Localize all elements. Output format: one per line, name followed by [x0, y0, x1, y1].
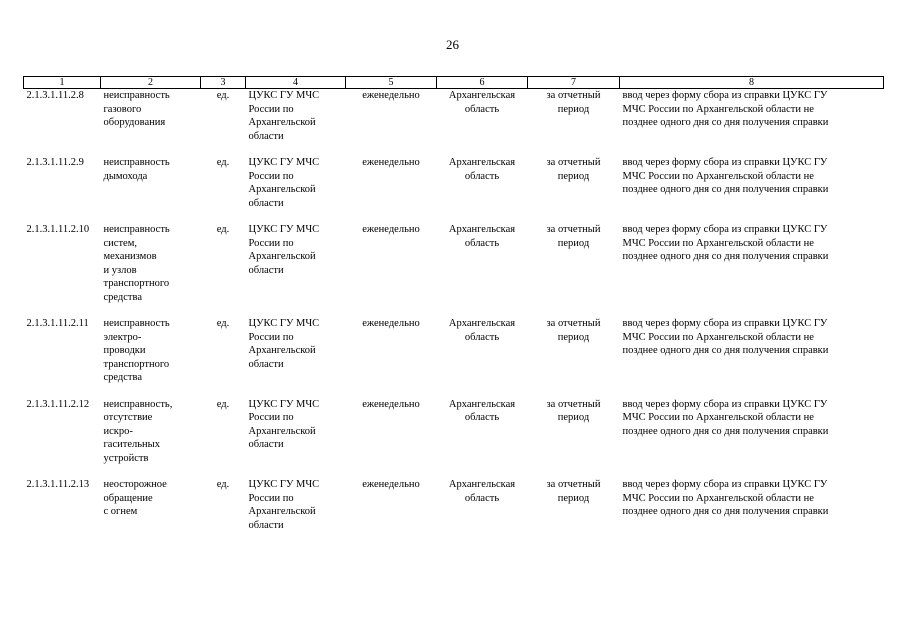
data-source-line: ЦУКС ГУ МЧС — [248, 157, 320, 168]
input-method-line: ввод через форму сбора из справки ЦУКС ГУ — [622, 90, 828, 101]
input-method-line: позднее одного дня со дня получения справки — [622, 345, 829, 356]
column-header-7: 7 — [528, 77, 620, 89]
column-header-2: 2 — [101, 77, 201, 89]
territory-cell — [437, 317, 528, 398]
reporting-term-cell — [528, 317, 620, 398]
territory-line: область — [464, 170, 500, 182]
indicator-name-line: оборудования — [103, 117, 166, 128]
indicator-name-cell — [101, 223, 201, 317]
input-method-cell — [620, 89, 884, 157]
input-method-cell — [620, 478, 884, 545]
periodicity: еженедельно — [362, 479, 420, 490]
table-row — [24, 478, 884, 545]
indicator-name-cell — [101, 89, 201, 157]
table-row — [24, 156, 884, 223]
reporting-term-line: период — [557, 237, 590, 249]
input-method-line: МЧС России по Архангельской области не — [622, 170, 814, 182]
indicator-name-line: транспортного — [103, 278, 170, 289]
data-source-line: ЦУКС ГУ МЧС — [248, 479, 320, 490]
data-source-line: Архангельской — [248, 345, 316, 356]
input-method-line: МЧС России по Архангельской области не — [622, 237, 814, 249]
reporting-term-line: период — [557, 170, 590, 182]
input-method-line: МЧС России по Архангельской области не — [622, 331, 814, 343]
periodicity-cell — [346, 398, 437, 479]
column-header-1: 1 — [24, 77, 101, 89]
territory-line: область — [464, 492, 500, 504]
indicator-name-line: обращение — [103, 492, 153, 504]
table-body — [24, 89, 884, 546]
column-header-5: 5 — [346, 77, 437, 89]
data-source-line: области — [248, 439, 284, 450]
data-source-line: области — [248, 130, 284, 142]
table-row — [24, 223, 884, 317]
periodicity-cell — [346, 317, 437, 398]
indicator-name-line: искро- — [103, 425, 133, 437]
unit-of-measure-cell — [201, 89, 246, 157]
data-source-cell — [246, 156, 346, 223]
indicator-name-cell — [101, 156, 201, 223]
indicator-code-cell — [24, 398, 101, 479]
reporting-term-line: период — [557, 412, 590, 423]
reporting-term-cell — [528, 398, 620, 479]
column-header-3: 3 — [201, 77, 246, 89]
indicator-code: 2.1.3.1.11.2.13 — [26, 479, 90, 490]
periodicity-cell — [346, 156, 437, 223]
indicator-code-cell — [24, 223, 101, 317]
indicator-code-cell — [24, 156, 101, 223]
unit-of-measure-cell — [201, 317, 246, 398]
indicator-code: 2.1.3.1.11.2.12 — [26, 398, 90, 410]
data-source-cell — [246, 317, 346, 398]
unit-of-measure: ед. — [216, 398, 230, 410]
input-method-cell — [620, 223, 884, 317]
indicator-name-line: транспортного — [103, 358, 170, 370]
reporting-term-cell — [528, 89, 620, 157]
data-source-line: области — [248, 519, 284, 531]
unit-of-measure: ед. — [216, 90, 230, 101]
input-method-line: МЧС России по Архангельской области не — [622, 412, 814, 423]
territory-line: Архангельская — [448, 479, 516, 490]
page-number: 26 — [446, 37, 459, 52]
periodicity-cell — [346, 478, 437, 545]
reporting-term-line: за отчетный — [546, 90, 601, 101]
unit-of-measure-cell — [201, 398, 246, 479]
data-source-line: Архангельской — [248, 425, 316, 437]
indicator-code: 2.1.3.1.11.2.10 — [26, 224, 90, 235]
periodicity: еженедельно — [362, 224, 420, 235]
input-method-line: позднее одного дня со дня получения справки — [622, 251, 829, 262]
indicator-name-line: электро- — [103, 331, 142, 343]
periodicity: еженедельно — [362, 318, 420, 329]
periodicity-cell — [346, 223, 437, 317]
territory-cell — [437, 89, 528, 157]
reporting-term-line: за отчетный — [546, 318, 601, 329]
data-source-line: России по — [248, 331, 294, 343]
reporting-term-line: период — [557, 492, 590, 504]
indicator-name-cell — [101, 478, 201, 545]
territory-cell — [437, 223, 528, 317]
territory-line: область — [464, 331, 500, 343]
input-method-line: ввод через форму сбора из справки ЦУКС ГУ — [622, 479, 828, 490]
territory-line: область — [464, 103, 500, 115]
column-header-6: 6 — [437, 77, 528, 89]
data-source-line: ЦУКС ГУ МЧС — [248, 398, 320, 410]
reporting-term-line: за отчетный — [546, 479, 601, 490]
indicator-name-line: отсутствие — [103, 412, 153, 423]
data-source-line: России по — [248, 237, 294, 249]
table-row — [24, 398, 884, 479]
data-source-line: области — [248, 264, 284, 276]
periodicity: еженедельно — [362, 157, 420, 168]
indicator-name-line: неисправность — [103, 157, 170, 168]
territory-line: Архангельская — [448, 90, 516, 101]
column-number-header — [24, 77, 884, 89]
indicator-name-line: с огнем — [103, 506, 138, 517]
input-method-line: ввод через форму сбора из справки ЦУКС ГУ — [622, 157, 828, 168]
unit-of-measure: ед. — [216, 224, 230, 235]
reporting-term-line: за отчетный — [546, 398, 601, 410]
indicator-name-line: гасительных — [103, 439, 160, 450]
input-method-line: позднее одного дня со дня получения справки — [622, 117, 829, 128]
periodicity-cell — [346, 89, 437, 157]
territory-cell — [437, 398, 528, 479]
indicator-code: 2.1.3.1.11.2.9 — [26, 157, 84, 168]
data-source-cell — [246, 223, 346, 317]
input-method-line: МЧС России по Архангельской области не — [622, 492, 814, 504]
input-method-cell — [620, 156, 884, 223]
data-source-cell — [246, 89, 346, 157]
data-source-line: ЦУКС ГУ МЧС — [248, 90, 320, 101]
territory-line: область — [464, 412, 500, 423]
data-source-cell — [246, 478, 346, 545]
territory-line: Архангельская — [448, 157, 516, 168]
column-header-4: 4 — [246, 77, 346, 89]
unit-of-measure-cell — [201, 156, 246, 223]
indicator-code: 2.1.3.1.11.2.8 — [26, 90, 84, 101]
indicator-code-cell — [24, 89, 101, 157]
input-method-line: ввод через форму сбора из справки ЦУКС ГУ — [622, 398, 828, 410]
territory-line: Архангельская — [448, 398, 516, 410]
data-source-line: России по — [248, 103, 294, 115]
unit-of-measure: ед. — [216, 318, 230, 329]
input-method-line: позднее одного дня со дня получения справки — [622, 184, 829, 195]
table-row — [24, 317, 884, 398]
unit-of-measure-cell — [201, 223, 246, 317]
indicator-code-cell — [24, 317, 101, 398]
data-source-cell — [246, 398, 346, 479]
indicator-name-cell — [101, 398, 201, 479]
indicator-name-cell — [101, 317, 201, 398]
indicator-name-line: неисправность — [103, 318, 170, 329]
indicators-table — [23, 76, 884, 545]
input-method-cell — [620, 317, 884, 398]
indicator-name-line: неисправность — [103, 224, 170, 235]
data-source-line: ЦУКС ГУ МЧС — [248, 224, 320, 235]
reporting-term-line: за отчетный — [546, 157, 601, 168]
input-method-line: МЧС России по Архангельской области не — [622, 103, 814, 115]
unit-of-measure-cell — [201, 478, 246, 545]
indicator-name-line: неисправность, — [103, 398, 173, 410]
unit-of-measure: ед. — [216, 157, 230, 168]
indicator-code-cell — [24, 478, 101, 545]
indicator-name-line: проводки — [103, 345, 146, 356]
input-method-cell — [620, 398, 884, 479]
data-source-line: России по — [248, 170, 294, 182]
reporting-term-line: период — [557, 103, 590, 115]
input-method-line: ввод через форму сбора из справки ЦУКС ГУ — [622, 318, 828, 329]
data-source-line: Архангельской — [248, 184, 316, 195]
indicator-name-line: неосторожное — [103, 479, 167, 490]
data-source-line: области — [248, 197, 284, 209]
data-source-line: Архангельской — [248, 251, 316, 262]
periodicity: еженедельно — [362, 398, 420, 410]
data-source-line: Архангельской — [248, 117, 316, 128]
input-method-line: ввод через форму сбора из справки ЦУКС ГУ — [622, 224, 828, 235]
periodicity: еженедельно — [362, 90, 420, 101]
indicator-name-line: и узлов — [103, 264, 137, 276]
input-method-line: позднее одного дня со дня получения справки — [622, 506, 829, 517]
indicator-name-line: механизмов — [103, 251, 157, 262]
territory-line: область — [464, 237, 500, 249]
unit-of-measure: ед. — [216, 479, 230, 490]
reporting-term-cell — [528, 478, 620, 545]
reporting-term-line: за отчетный — [546, 224, 601, 235]
indicator-name-line: средства — [103, 372, 143, 383]
territory-cell — [437, 156, 528, 223]
data-source-line: России по — [248, 492, 294, 504]
territory-cell — [437, 478, 528, 545]
indicator-name-line: неисправность — [103, 90, 170, 101]
data-source-line: ЦУКС ГУ МЧС — [248, 318, 320, 329]
reporting-term-cell — [528, 156, 620, 223]
table-row — [24, 89, 884, 157]
territory-line: Архангельская — [448, 224, 516, 235]
indicator-code: 2.1.3.1.11.2.11 — [26, 318, 89, 329]
indicator-name-line: устройств — [103, 452, 149, 464]
reporting-term-cell — [528, 223, 620, 317]
data-source-line: России по — [248, 412, 294, 423]
territory-line: Архангельская — [448, 318, 516, 329]
indicator-name-line: средства — [103, 291, 143, 303]
indicator-name-line: систем, — [103, 237, 137, 249]
indicator-name-line: газового — [103, 103, 142, 115]
data-source-line: Архангельской — [248, 506, 316, 517]
column-header-8: 8 — [620, 77, 884, 89]
indicator-name-line: дымохода — [103, 170, 148, 182]
data-source-line: области — [248, 358, 284, 370]
reporting-term-line: период — [557, 331, 590, 343]
input-method-line: позднее одного дня со дня получения справки — [622, 425, 829, 437]
